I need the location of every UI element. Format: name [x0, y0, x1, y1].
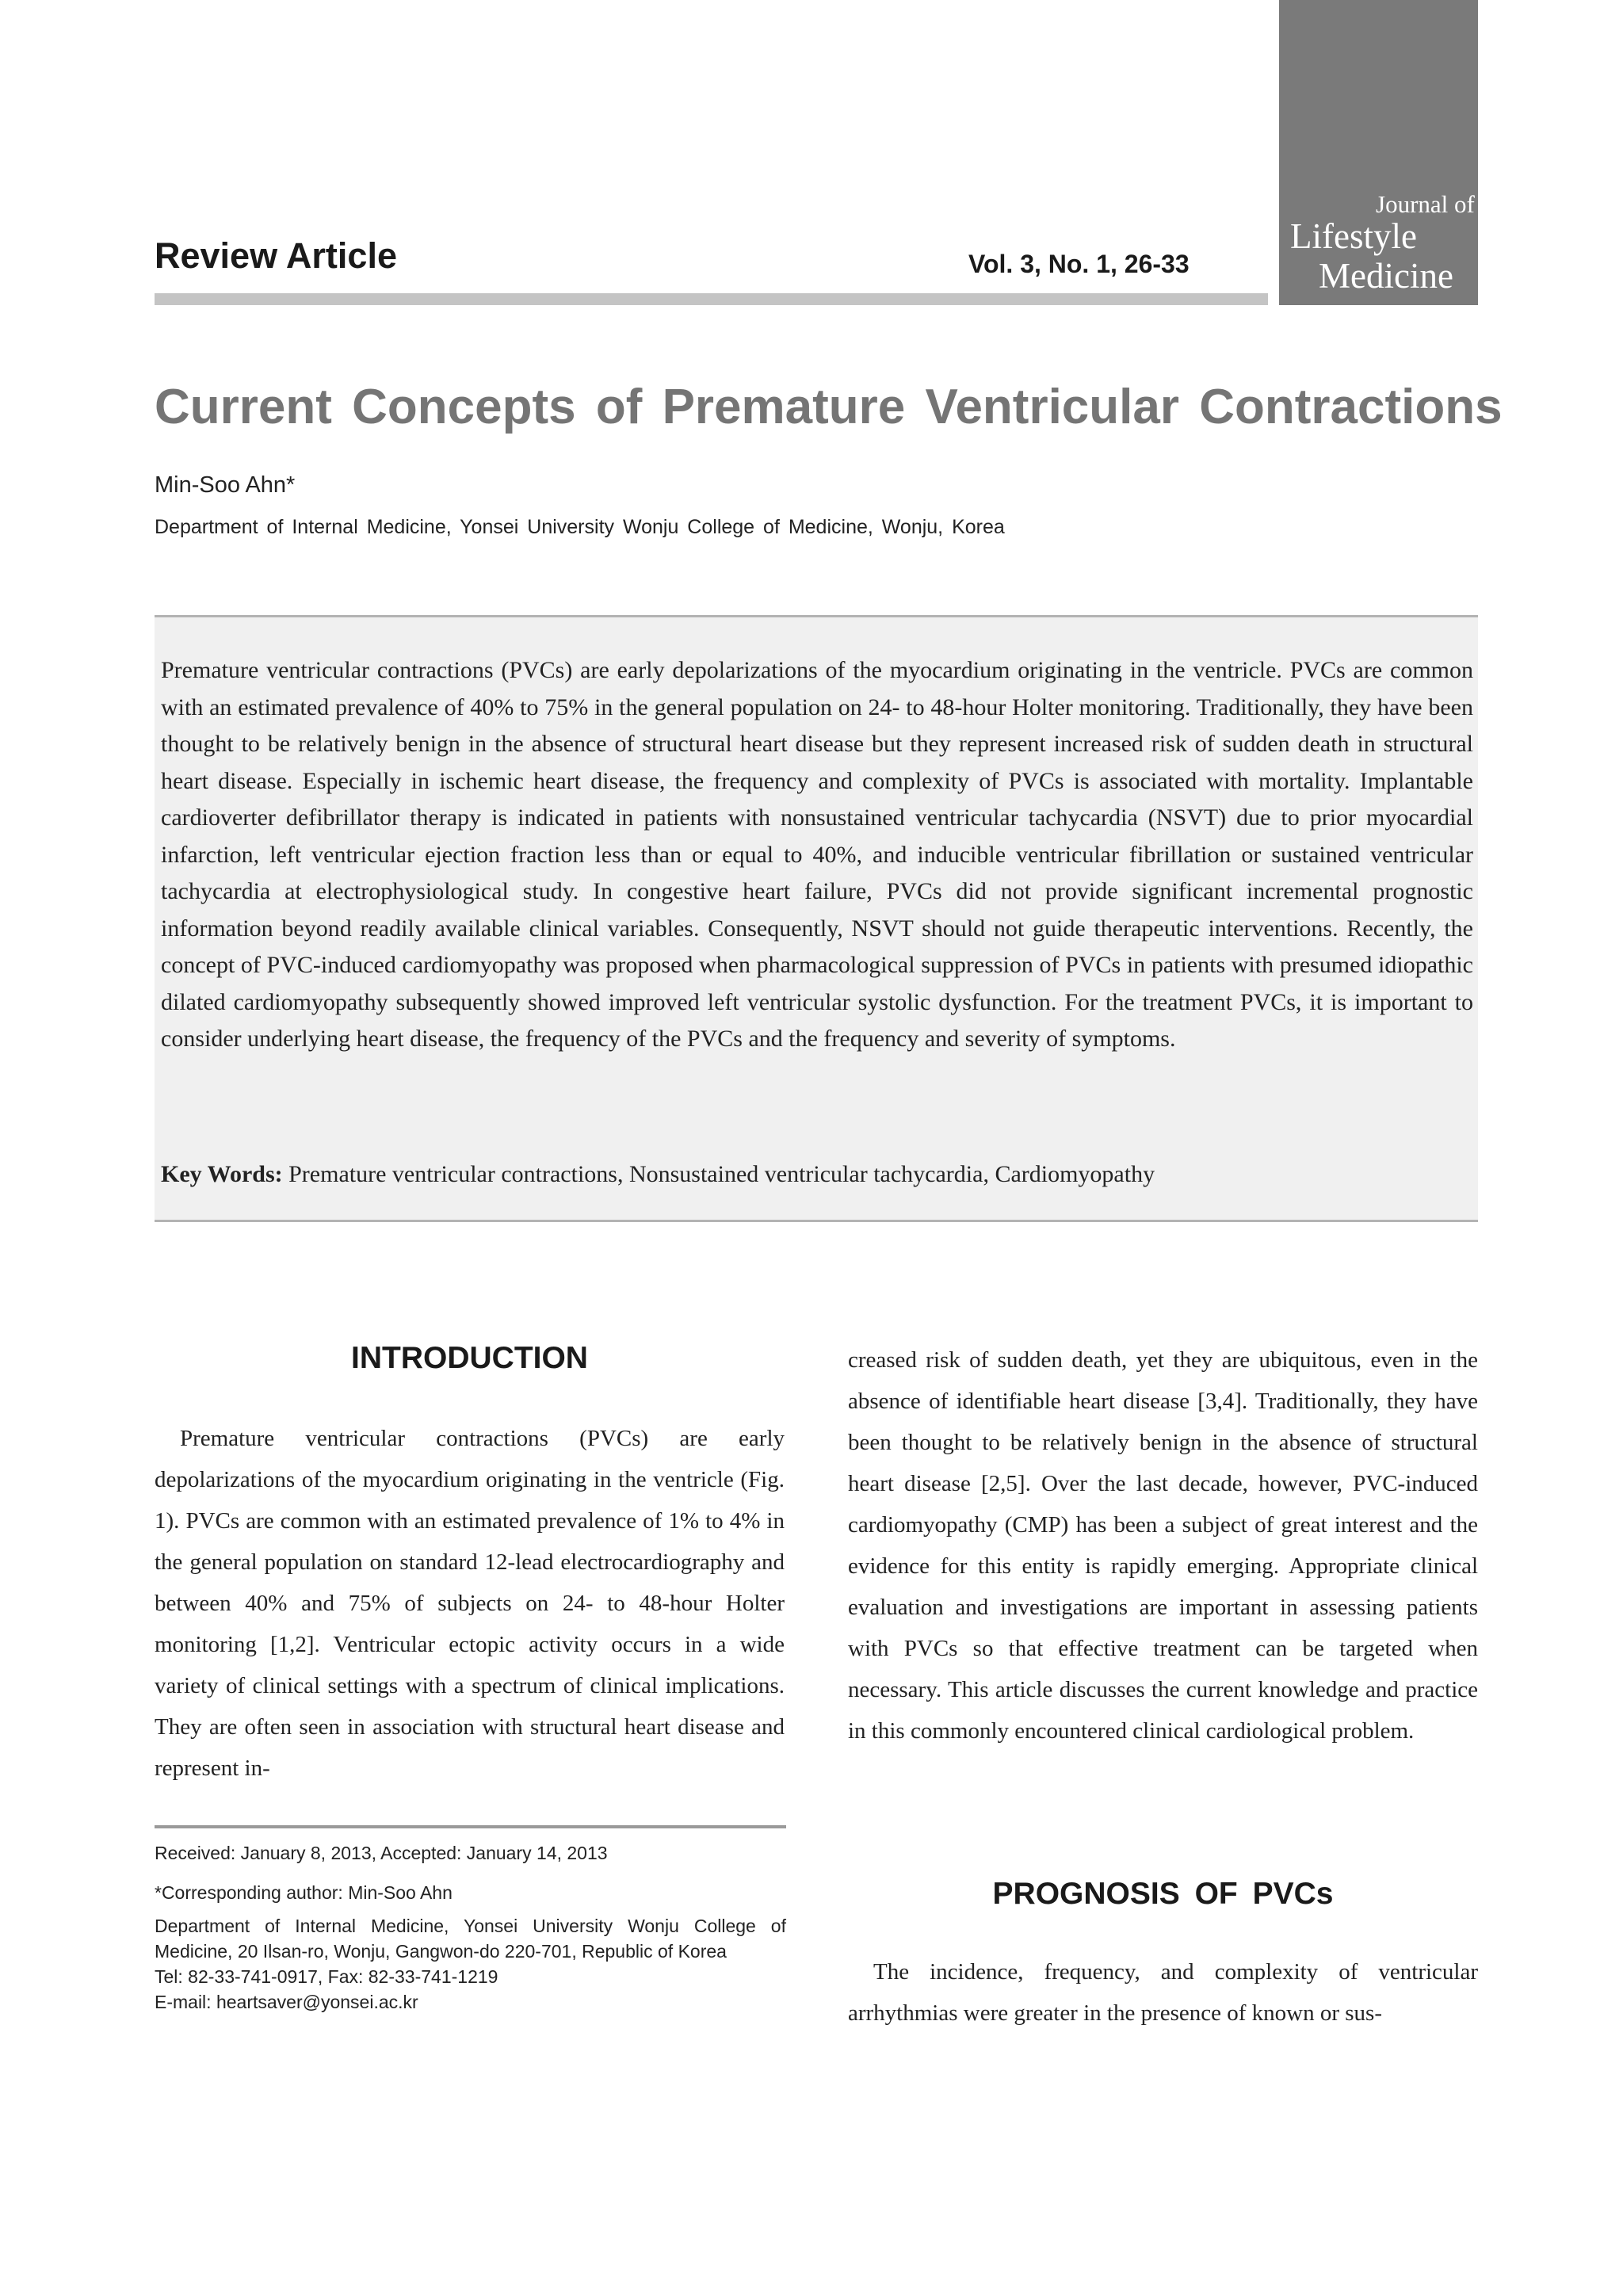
volume-label: Vol. 3, No. 1, 26-33: [968, 250, 1190, 278]
introduction-paragraph-continued: creased risk of sudden death, yet they are ubiquitous, even in the absence of identifiable heart disease [3,4]. Traditionally, they have been thought to be relatively benign in the absence of structural heart disease [2,5]. Over the last decade, however, PVC-induced cardiomyopathy (CMP) has been a subject of great interest and the evidence for this entity is rapidly emerging. Appropriate clinical evaluation and investigations are important in assessing patients with PVCs so that effective treatment can be targeted when necessary. This article discusses the current knowledge and practice in this commonly encountered clinical cardiological problem.: [848, 1347, 1478, 1744]
keywords-line: [161, 1156, 1473, 1193]
introduction-heading: INTRODUCTION: [351, 1341, 588, 1375]
journal-logo-line2: Lifestyle: [1290, 216, 1417, 256]
keywords-text: Premature ventricular contractions, Nonsustained ventricular tachycardia, Cardiomyopathy: [288, 1161, 1155, 1187]
author-name: Min-Soo Ahn*: [155, 472, 296, 498]
footnote-rule: [155, 1825, 786, 1828]
correspondence-email: E-mail: heartsaver@yonsei.ac.kr: [155, 1992, 418, 2012]
journal-logo-line1: Journal of: [1376, 190, 1475, 218]
introduction-paragraph: Premature ventricular contractions (PVCs) are early depolarizations of the myocardium originating in the ventricle (Fig. 1). PVCs are common with an estimated prevalence of 1% to 4% in the general population on standard 12-lead electrocardiography and between 40% and 75% of subjects on 24- to 48-hour Holter monitoring [1,2]. Ventricular ectopic activity occurs in a wide variety of clinical settings with a spectrum of clinical implications. They are often seen in association with structural heart disease and represent in-: [155, 1426, 785, 1781]
journal-logo-block: [1279, 0, 1478, 305]
abstract-box: [155, 615, 1478, 1222]
correspondence-address-block: [155, 1913, 786, 2015]
prognosis-paragraph: The incidence, frequency, and complexity of ventricular arrhythmias were greater in the presence of known or sus-: [848, 1959, 1478, 2026]
prognosis-heading: PROGNOSIS OF PVCs: [992, 1877, 1334, 1911]
journal-logo-line3: Medicine: [1319, 256, 1453, 296]
header-rule: [155, 293, 1268, 305]
corresponding-author: *Corresponding author: Min-Soo Ahn: [155, 1882, 453, 1903]
correspondence-address: Department of Internal Medicine, Yonsei University Wonju College of Medicine, 20 Ilsan-ro, Wonju, Gangwon-do 220-701, Republic of Korea: [155, 1916, 786, 1962]
page-title: Current Concepts of Premature Ventricular Contractions: [155, 380, 1503, 434]
keywords-label: Key Words:: [161, 1161, 283, 1187]
author-affiliation: Department of Internal Medicine, Yonsei University Wonju College of Medicine, Wonju, Korea: [155, 516, 1005, 538]
correspondence-phone: Tel: 82-33-741-0917, Fax: 82-33-741-1219: [155, 1966, 498, 1987]
abstract-text: Premature ventricular contractions (PVCs) are early depolarizations of the myocardium originating in the ventricle. PVCs are common with an estimated prevalence of 40% to 75% in the general population on 24- to 48-hour Holter monitoring. Traditionally, they have been thought to be relatively benign in the absence of structural heart disease but they represent increased risk of sudden death in structural heart disease. Especially in ischemic heart disease, the frequency and complexity of PVCs is associated with mortality. Implantable cardioverter defibrillator therapy is indicated in patients with nonsustained ventricular tachycardia (NSVT) due to prior myocardial infarction, left ventricular ejection fraction less than or equal to 40%, and inducible ventricular fibrillation or sustained ventricular tachycardia at electrophysiological study. In congestive heart failure, PVCs did not provide significant incremental prognostic information beyond readily available clinical variables. Consequently, NSVT should not guide therapeutic interventions. Recently, the concept of PVC-induced cardiomyopathy was proposed when pharmacological suppression of PVCs in patients with presumed idiopathic dilated cardiomyopathy subsequently showed improved left ventricular systolic dysfunction. For the treatment PVCs, it is important to consider underlying heart disease, the frequency of the PVCs and the frequency and severity of symptoms.: [161, 657, 1473, 1052]
received-date: Received: January 8, 2013, Accepted: January 14, 2013: [155, 1843, 608, 1863]
article-type-label: Review Article: [155, 235, 397, 276]
